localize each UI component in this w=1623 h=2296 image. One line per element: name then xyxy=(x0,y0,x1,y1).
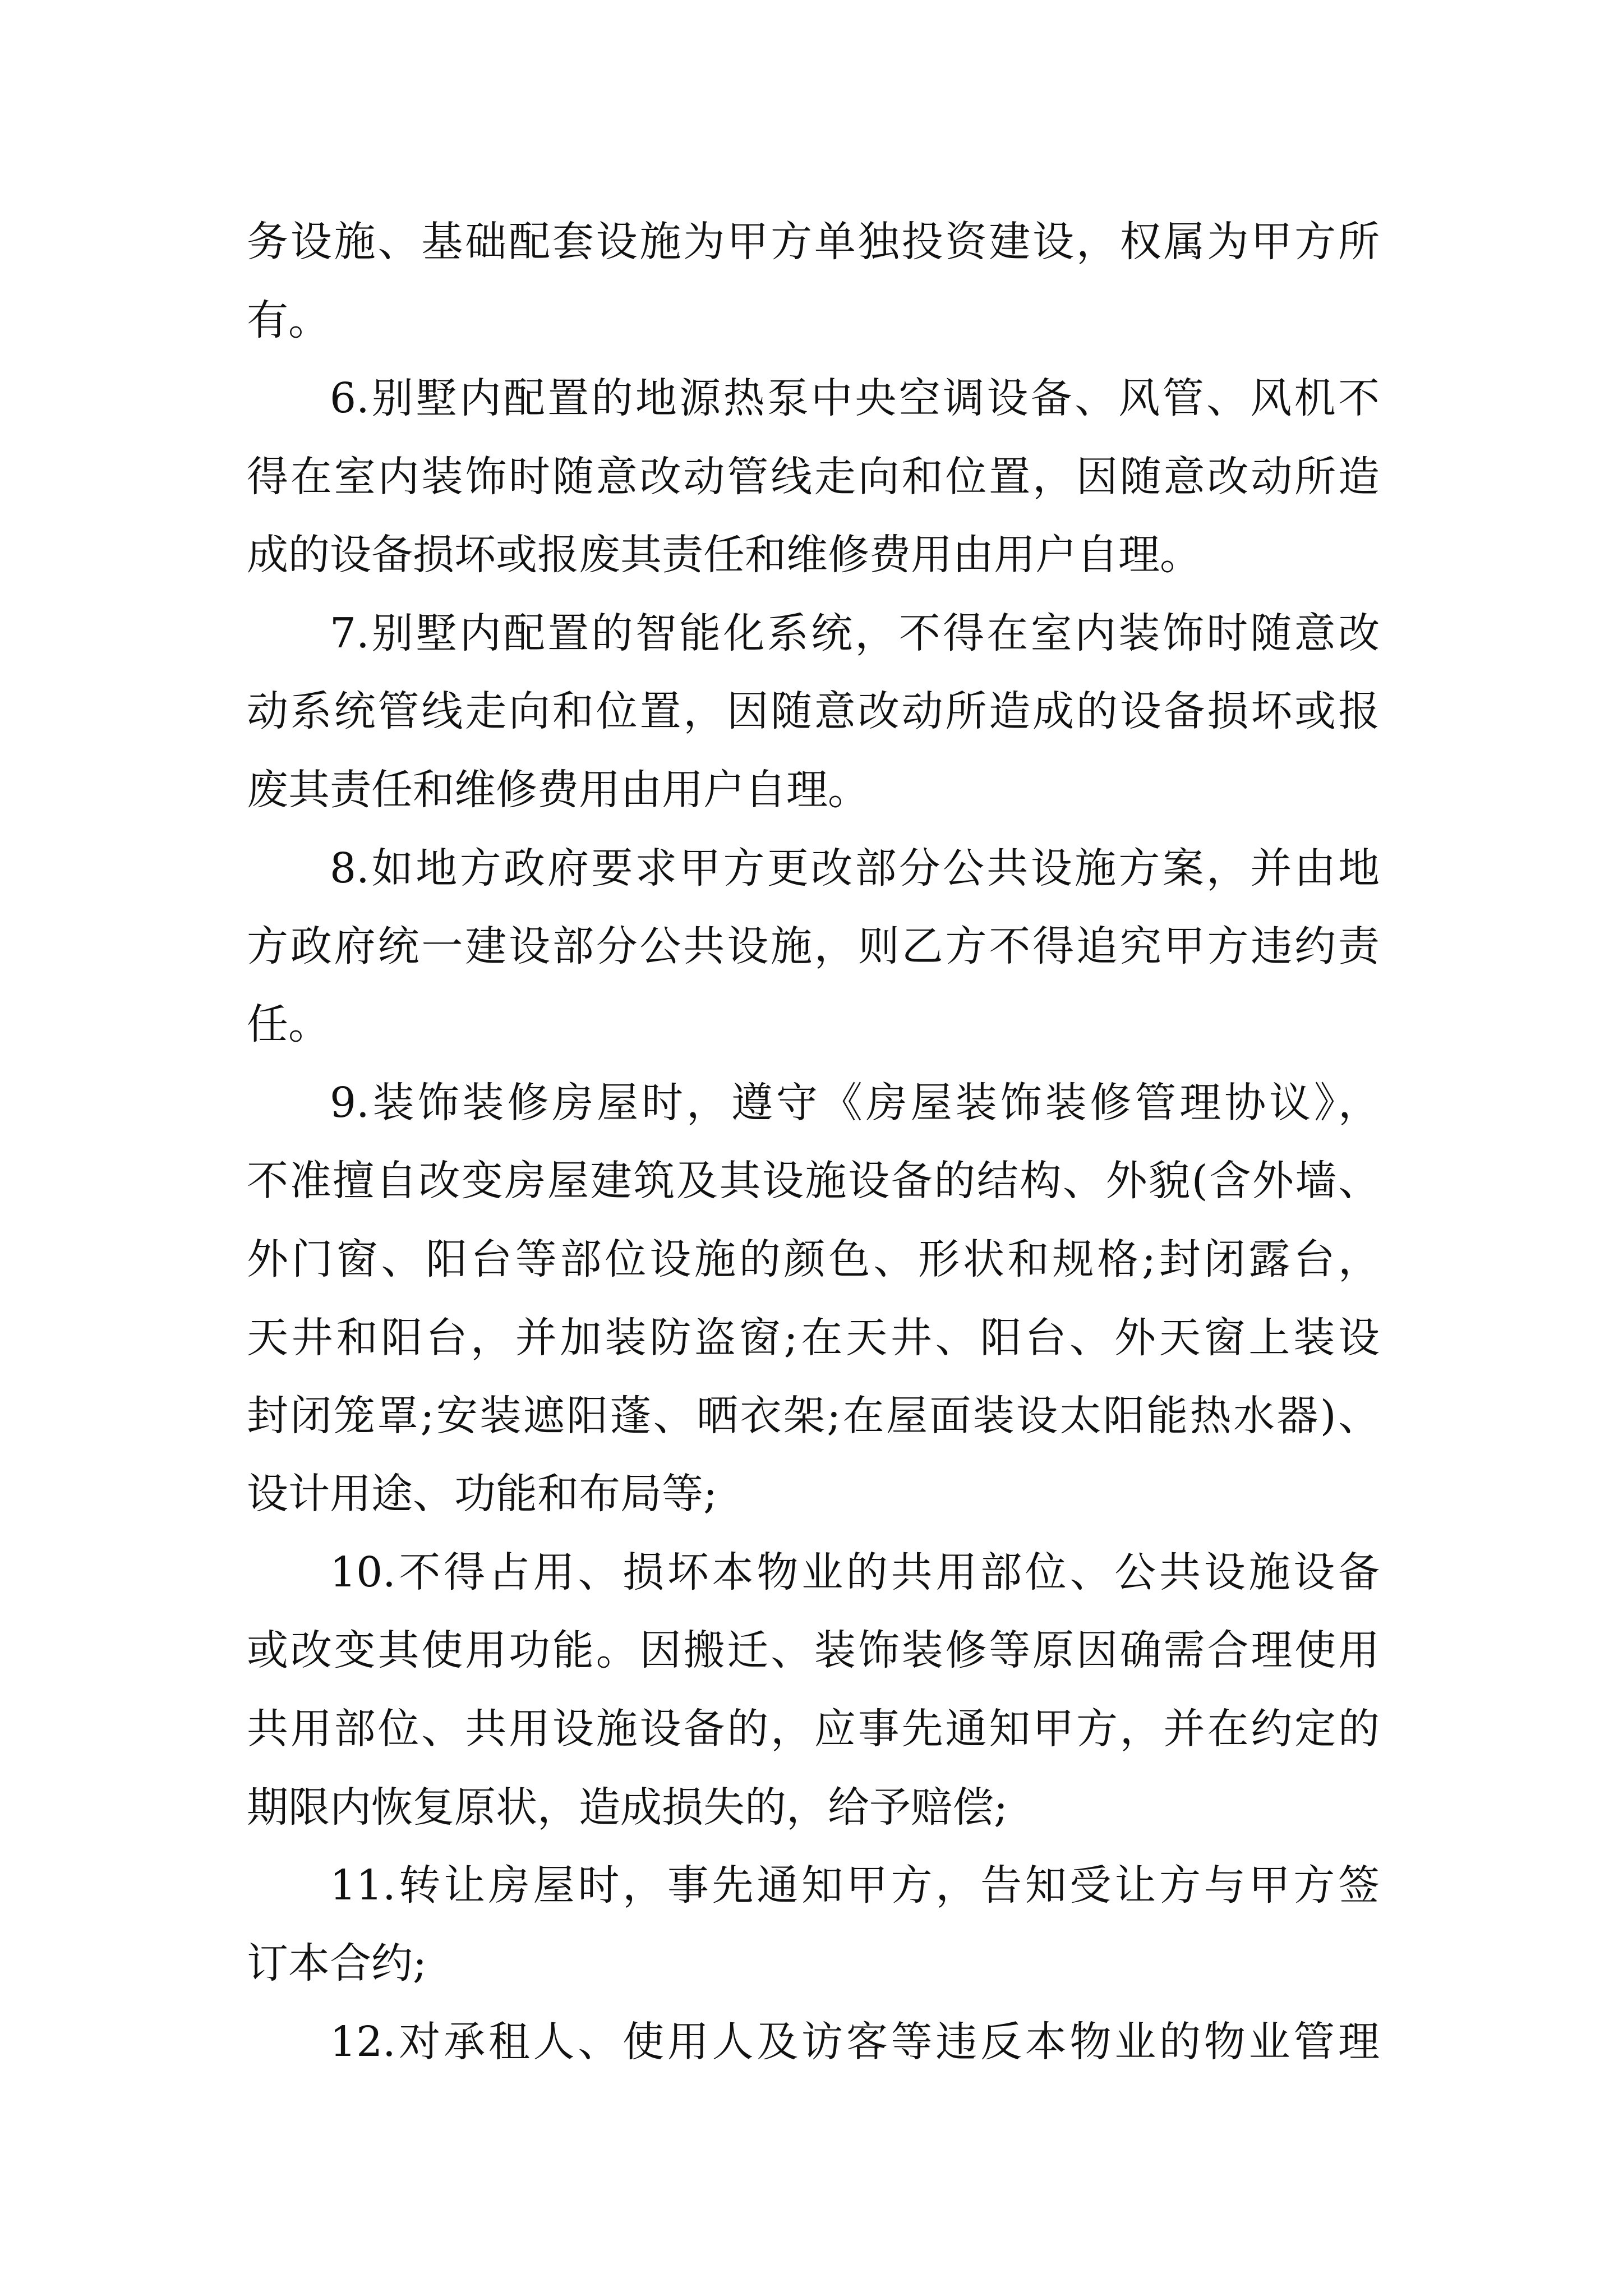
text-line: 成的设备损坏或报废其责任和维修费用由用户自理。 xyxy=(247,531,1201,579)
text-line: 10.不得占用、损坏本物业的共用部位、公共设施设备 xyxy=(330,1548,1380,1596)
text-line: 天井和阳台，并加装防盗窗;在天井、阳台、外天窗上装设 xyxy=(247,1314,1380,1362)
text-line: 6.别墅内配置的地源热泵中央空调设备、风管、风机不 xyxy=(330,374,1380,422)
text-line: 12.对承租人、使用人及访客等违反本物业的物业管理 xyxy=(330,2018,1380,2066)
text-line: 7.别墅内配置的智能化系统，不得在室内装饰时随意改 xyxy=(330,609,1380,657)
text-line: 共用部位、共用设施设备的，应事先通知甲方，并在约定的 xyxy=(247,1705,1380,1753)
text-line: 或改变其使用功能。因搬迁、装饰装修等原因确需合理使用 xyxy=(247,1626,1380,1674)
text-line: 方政府统一建设部分公共设施，则乙方不得追究甲方违约责 xyxy=(247,922,1380,970)
text-line: 订本合约; xyxy=(247,1939,427,1987)
text-line: 11.转让房屋时，事先通知甲方，告知受让方与甲方签 xyxy=(330,1861,1380,1910)
text-line: 务设施、基础配套设施为甲方单独投资建设，权属为甲方所 xyxy=(247,218,1380,266)
text-line: 得在室内装饰时随意改动管线走向和位置，因随意改动所造 xyxy=(247,453,1380,501)
text-line: 封闭笼罩;安装遮阳蓬、晒衣架;在屋面装设太阳能热水器)、 xyxy=(247,1392,1380,1440)
text-line: 8.如地方政府要求甲方更改部分公共设施方案，并由地 xyxy=(330,844,1380,892)
text-line: 动系统管线走向和位置，因随意改动所造成的设备损坏或报 xyxy=(247,687,1380,735)
text-line: 任。 xyxy=(247,1000,330,1048)
text-line: 设计用途、功能和布局等; xyxy=(247,1470,717,1518)
text-line: 期限内恢复原状，造成损失的，给予赔偿; xyxy=(247,1783,1008,1832)
text-line: 9.装饰装修房屋时，遵守《房屋装饰装修管理协议》， xyxy=(330,1079,1380,1127)
text-line: 废其责任和维修费用由用户自理。 xyxy=(247,766,869,814)
text-line: 有。 xyxy=(247,296,330,344)
text-line: 不准擅自改变房屋建筑及其设施设备的结构、外貌(含外墙、 xyxy=(247,1157,1380,1205)
text-line: 外门窗、阳台等部位设施的颜色、形状和规格;封闭露台， xyxy=(247,1235,1380,1283)
